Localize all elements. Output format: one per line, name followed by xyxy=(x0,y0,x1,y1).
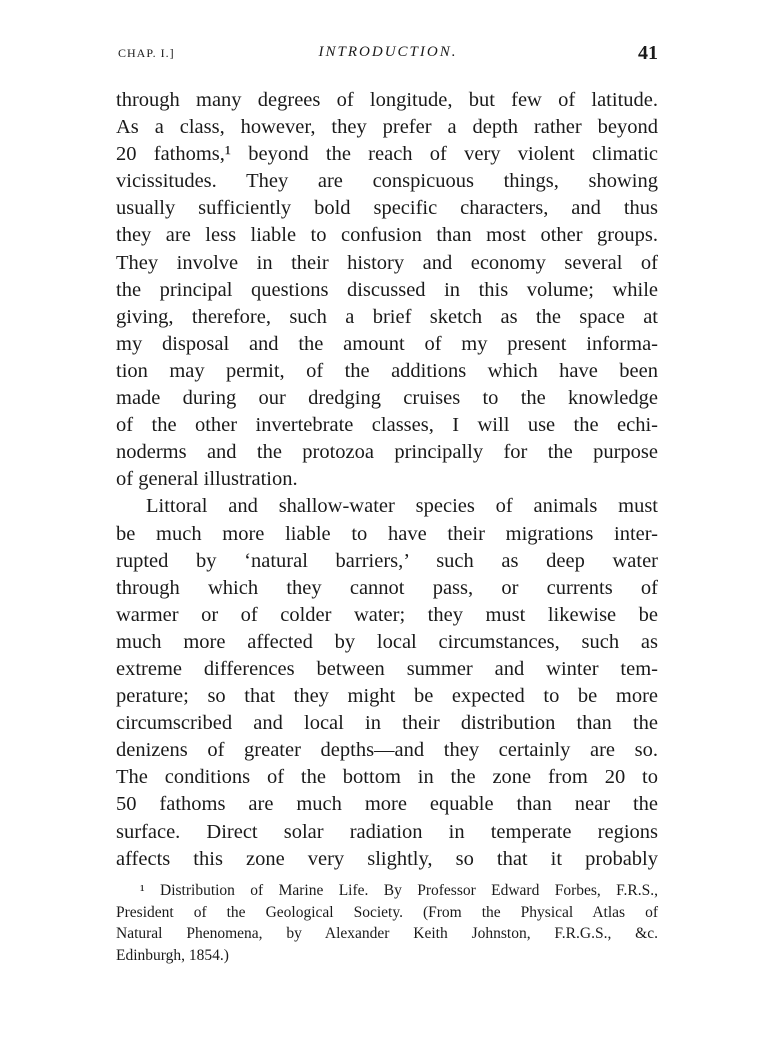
text-line: of general illustration. xyxy=(116,468,298,491)
text-line: through many degrees of longitude, but few of latitude. xyxy=(116,89,658,111)
text-line: much more affected by local circumstances, such as xyxy=(116,630,658,653)
text-line: extreme differences between summer and winter tem- xyxy=(116,657,658,680)
text-line: the principal questions discussed in this volume; while xyxy=(116,278,658,301)
chapter-label: CHAP. I.] xyxy=(118,46,175,60)
text-line: 20 fathoms,¹ beyond the reach of very violent climatic xyxy=(116,143,658,166)
text-line: made during our dredging cruises to the knowledge xyxy=(116,387,658,410)
text-line: rupted by ‘natural barriers,’ such as deep water xyxy=(116,549,658,572)
text-line: giving, therefore, such a brief sketch as the space at xyxy=(116,305,658,328)
page-number: 41 xyxy=(638,42,658,64)
footnote-line: Edinburgh, 1854.) xyxy=(116,946,229,964)
text-line: As a class, however, they prefer a depth rather beyond xyxy=(116,116,658,139)
text-line: affects this zone very slightly, so that it probably xyxy=(116,847,658,870)
text-line: surface. Direct solar radiation in temperate regions xyxy=(116,820,658,843)
footnote-line: ¹ Distribution of Marine Life. By Professor Edward Forbes, F.R.S., xyxy=(140,882,658,899)
text-line: usually sufficiently bold specific characters, and thus xyxy=(116,197,658,220)
text-line: vicissitudes. They are conspicuous things, showing xyxy=(116,170,658,193)
text-line: circumscribed and local in their distribution than the xyxy=(116,712,658,735)
text-line: through which they cannot pass, or currents of xyxy=(116,576,658,599)
text-line: The conditions of the bottom in the zone from 20 to xyxy=(116,766,658,789)
text-line: they are less liable to confusion than most other groups. xyxy=(116,224,658,247)
footnote-line: President of the Geological Society. (From the Physical Atlas of xyxy=(116,903,658,921)
text-line: tion may permit, of the additions which have been xyxy=(116,359,658,382)
running-header xyxy=(118,42,658,66)
running-title: INTRODUCTION. xyxy=(318,44,458,60)
text-line: perature; so that they might be expected to be more xyxy=(116,685,658,708)
text-line: my disposal and the amount of my present informa- xyxy=(116,332,658,355)
footnote xyxy=(116,880,658,966)
text-line: noderms and the protozoa principally for the purpose xyxy=(116,441,658,464)
text-line: denizens of greater depths—and they certainly are so. xyxy=(116,739,658,762)
text-line: of the other invertebrate classes, I will use the echi- xyxy=(116,414,658,437)
text-line: be much more liable to have their migrations inter- xyxy=(116,522,658,545)
text-line: They involve in their history and economy several of xyxy=(116,251,658,274)
text-line: 50 fathoms are much more equable than near the xyxy=(116,793,658,816)
footnote-line: Natural Phenomena, by Alexander Keith Johnston, F.R.G.S., &c. xyxy=(116,925,658,942)
body-text xyxy=(116,87,658,873)
text-line: Littoral and shallow-water species of animals must xyxy=(146,495,658,518)
text-line: warmer or of colder water; they must likewise be xyxy=(116,603,658,626)
